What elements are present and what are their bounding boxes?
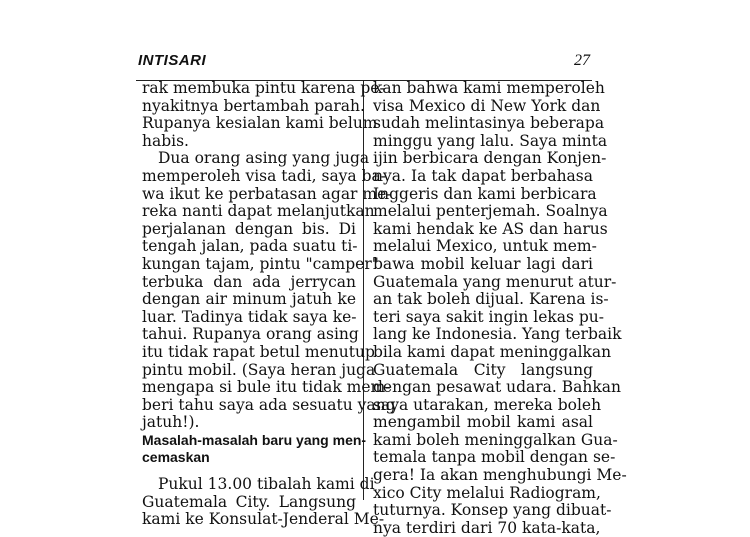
paragraph-guatemala [142,475,385,529]
text-line: jatuh!). [142,413,200,432]
text-line: xico City melalui Radiogram, [373,483,601,502]
text-line: kami hendak ke AS dan harus [373,219,608,238]
text-line: reka nanti dapat melanjutkan [142,202,375,221]
section-subheading [142,431,367,467]
text-line: tahui. Rupanya orang asing [142,325,359,344]
text-line: bawa mobil keluar lagi dari [373,254,593,273]
text-line: itu tidak rapat betul menutup [142,342,375,361]
text-line: Rupanya kesialan kami belum [142,114,378,133]
text-line: wa ikut ke perbatasan agar me- [142,184,392,203]
text-line: luar. Tadinya tidak saya ke- [142,307,357,326]
page-number: 27 [574,52,590,69]
text-line: nya. Ia tak dapat berbahasa [373,166,593,185]
text-line: rak membuka pintu karena pe- [142,79,385,97]
text-line: nyakitnya bertambah parah. [142,96,365,115]
running-header [138,52,590,74]
paragraph-continued [142,79,385,150]
text-line: kami ke Konsulat-Jenderal Me- [142,510,385,529]
magazine-title: INTISARI [138,52,207,69]
text-line: Guatemala City langsung [373,360,593,379]
text-line: melalui Mexico, untuk mem- [373,237,597,256]
text-line: habis. [142,131,189,150]
text-line: mengambil mobil kami asal [373,413,593,432]
text-line: Pukul 13.00 tibalah kami di [158,475,375,494]
text-line: memperoleh visa tadi, saya ba- [142,166,387,185]
text-line: kan bahwa kami memperoleh [373,79,605,97]
text-line: Inggeris dan kami berbicara [373,184,597,203]
text-line: tuturnya. Konsep yang dibuat- [373,501,612,520]
subheading-line: Masalah-masalah baru yang men- [142,431,367,448]
text-line: gera! Ia akan menghubungi Me- [373,466,627,485]
text-line: pintu mobil. (Saya heran juga [142,360,376,379]
text-line: terbuka dan ada jerrycan [142,272,356,291]
subheading-line: cemaskan [142,449,210,466]
text-line: an tak boleh dijual. Karena is- [373,290,609,309]
text-line: saya utarakan, mereka boleh [373,395,602,414]
text-line: dengan pesawat udara. Bahkan [373,378,621,397]
paragraph-jerrycan [142,149,396,432]
text-line: mengapa si bule itu tidak mem- [142,378,391,397]
text-line: perjalanan dengan bis. Di [142,219,356,238]
text-line: melalui penterjemah. Soalnya [373,202,608,221]
text-line: beri tahu saya ada sesuatu yang [142,395,396,414]
text-line: Dua orang asing yang juga [158,149,370,168]
text-line: minggu yang lalu. Saya minta [373,131,608,150]
text-line: nya terdiri dari 70 kata-kata, [373,518,601,537]
text-line: Guatemala City. Langsung [142,492,356,511]
text-line: sudah melintasinya beberapa [373,114,605,133]
text-line: visa Mexico di New York dan [373,96,601,115]
left-column [142,79,396,529]
right-column [373,79,627,537]
text-line: tengah jalan, pada suatu ti- [142,237,358,256]
text-line: temala tanpa mobil dengan se- [373,448,616,467]
text-line: bila kami dapat meninggalkan [373,342,612,361]
text-line: kami boleh meninggalkan Gua- [373,430,618,449]
text-line: ijin berbicara dengan Konjen- [373,149,607,168]
text-line: lang ke Indonesia. Yang terbaik [373,325,622,344]
text-line: dengan air minum jatuh ke [142,290,356,309]
text-line: Guatemala yang menurut atur- [373,272,617,291]
text-line: teri saya sakit ingin lekas pu- [373,307,605,326]
text-line: kungan tajam, pintu "camper" [142,254,379,273]
